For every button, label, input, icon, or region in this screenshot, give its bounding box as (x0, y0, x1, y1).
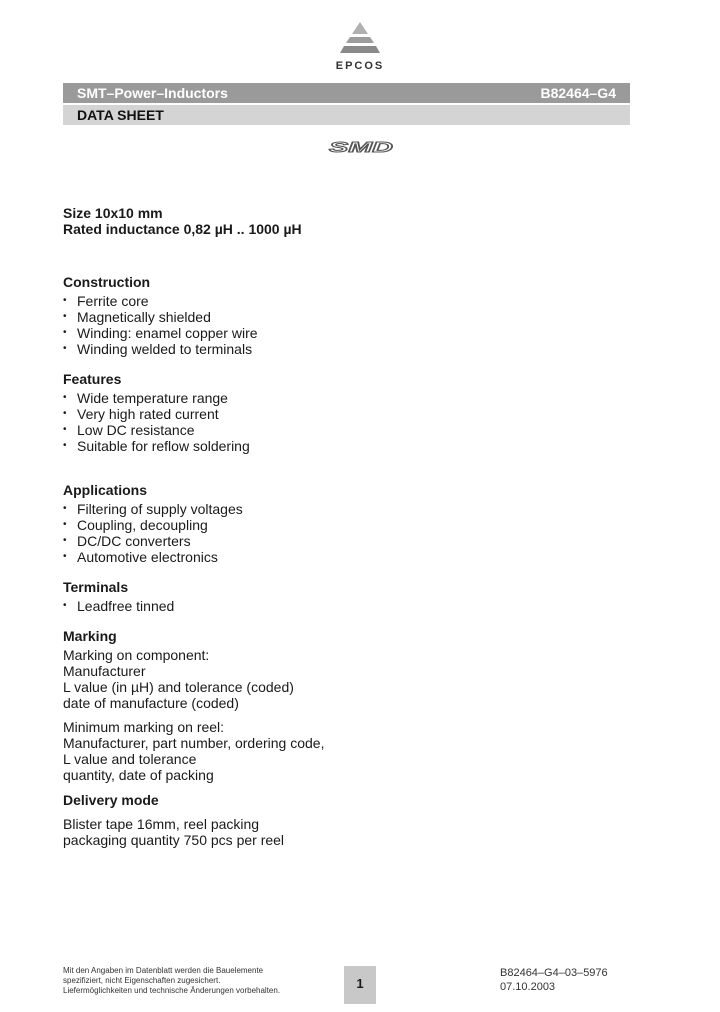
features-list (63, 390, 623, 454)
marking-heading: Marking (63, 628, 117, 644)
subtitle-bar (63, 105, 630, 125)
footer-disclaimer: Mit den Angaben im Datenblatt werden die Bauelemente spezifiziert, nicht Eigenschaften zugesichert. Liefermöglichkeiten und technische Änderungen vorbehalten. (63, 966, 281, 995)
delivery-line: packaging quantity 750 pcs per reel (63, 832, 285, 848)
list-item: • Magnetically shielded (63, 309, 211, 325)
terminals-list (63, 598, 623, 614)
features-heading: Features (63, 371, 122, 387)
terminals-heading: Terminals (63, 579, 129, 595)
applications-heading: Applications (63, 482, 148, 498)
header-bar (63, 83, 630, 103)
list-item: • Coupling, decoupling (63, 517, 208, 533)
logo-text: EPCOS (335, 60, 385, 72)
footer-doc-info (500, 966, 608, 994)
marking-component (63, 647, 623, 711)
list-item: • Suitable for reflow soldering (63, 438, 250, 454)
marking-line: quantity, date of packing (63, 767, 214, 783)
construction-heading: Construction (63, 274, 151, 290)
construction-list (63, 293, 623, 357)
epcos-logo (330, 20, 390, 72)
list-item: • Very high rated current (63, 406, 219, 422)
part-number: B82464–G4 (540, 85, 616, 101)
list-item: • Ferrite core (63, 293, 149, 309)
doc-number: B82464–G4–03–5976 (500, 967, 608, 979)
marking-line: Marking on component: (63, 647, 210, 663)
doc-date: 07.10.2003 (500, 981, 556, 993)
marking-line: Manufacturer (63, 663, 146, 679)
marking-line: L value (in µH) and tolerance (coded) (63, 679, 294, 695)
epcos-logo-icon (338, 20, 382, 58)
marking-line: date of manufacture (coded) (63, 695, 239, 711)
list-item: • Low DC resistance (63, 422, 195, 438)
product-title: SMT–Power–Inductors (77, 85, 228, 101)
list-item: • Winding: enamel copper wire (63, 325, 258, 341)
marking-line: L value and tolerance (63, 751, 197, 767)
list-item: • Leadfree tinned (63, 598, 175, 614)
datasheet-content (63, 205, 623, 848)
size-line: Size 10x10 mm (63, 205, 163, 221)
list-item: • Filtering of supply voltages (63, 501, 243, 517)
marking-reel (63, 719, 623, 783)
marking-line: Minimum marking on reel: (63, 719, 225, 735)
list-item: • DC/DC converters (63, 533, 191, 549)
inductance-line: Rated inductance 0,82 µH .. 1000 µH (63, 221, 302, 237)
applications-list (63, 501, 623, 565)
smd-badge (327, 140, 395, 159)
document-type: DATA SHEET (77, 107, 164, 123)
delivery-line: Blister tape 16mm, reel packing (63, 816, 260, 832)
list-item: • Wide temperature range (63, 390, 228, 406)
page-number: 1 (344, 966, 376, 1004)
delivery-text (63, 816, 623, 848)
list-item: • Automotive electronics (63, 549, 218, 565)
list-item: • Winding welded to terminals (63, 341, 253, 357)
smd-badge-text: SMD (329, 140, 394, 154)
delivery-heading: Delivery mode (63, 792, 159, 808)
marking-line: Manufacturer, part number, ordering code, (63, 735, 325, 751)
